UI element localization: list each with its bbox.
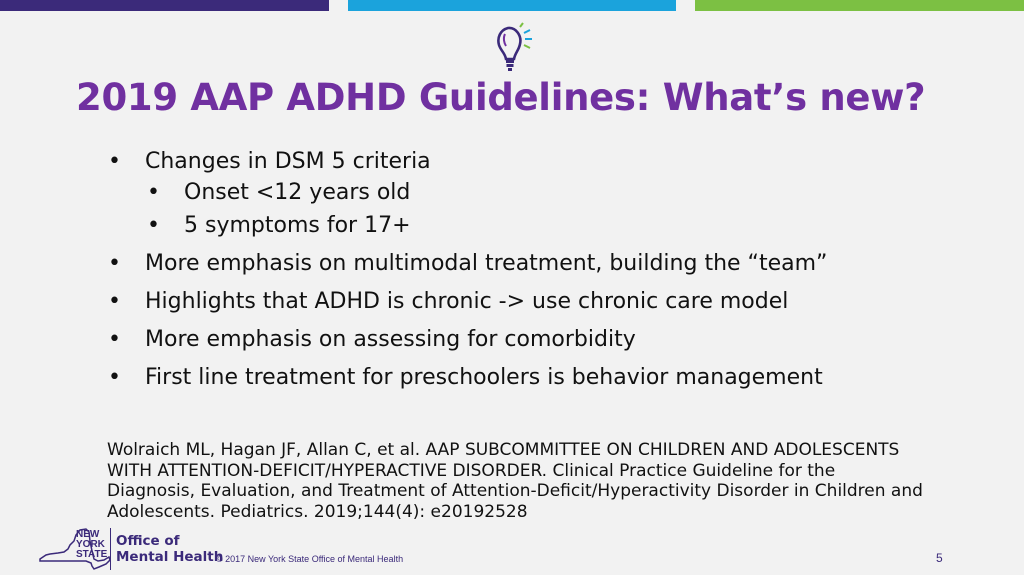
sub-bullet-text: Onset <12 years old	[184, 180, 411, 205]
bullet-list	[106, 148, 827, 402]
nys-logo-text	[76, 530, 106, 560]
sub-bullet-list	[145, 179, 827, 240]
header-bar-blue	[348, 0, 676, 11]
header-bar-purple	[0, 0, 329, 11]
office-logo-text	[116, 533, 223, 565]
bullet-text: First line treatment for preschoolers is behavior management	[145, 365, 823, 390]
bullet-text: More emphasis on assessing for comorbidity	[145, 327, 636, 352]
bullet-item	[106, 364, 827, 392]
office-line-2: Mental Health	[116, 549, 224, 565]
bullet-text: More emphasis on multimodal treatment, building the “team”	[145, 251, 828, 276]
bullet-item	[106, 326, 827, 354]
sub-bullet-item	[145, 212, 827, 240]
sub-bullet-item	[145, 179, 827, 207]
bullet-text: Changes in DSM 5 criteria	[145, 149, 431, 174]
copyright-text: © 2017 New York State Office of Mental Health	[216, 554, 404, 564]
nys-logo-line: YORK	[76, 539, 105, 550]
sub-bullet-text: 5 symptoms for 17+	[184, 213, 411, 238]
lightbulb-icon	[494, 22, 534, 74]
nys-logo-line: NEW	[76, 529, 100, 540]
office-line-1: Office of	[116, 533, 180, 549]
nys-logo-line: STATE	[76, 549, 108, 560]
bullet-item	[106, 148, 827, 240]
bullet-item	[106, 250, 827, 278]
citation-reference: Wolraich ML, Hagan JF, Allan C, et al. AAP SUBCOMMITTEE ON CHILDREN AND ADOLESCENTS WITH ATTENTION-DEFICIT/HYPERACTIVE DISORDER. Clinical Practice Guideline for the Diagnosis, Evaluation, and Treatment of Attention-Deficit/Hyperactivity Disorder in Children and Adolescents. Pediatrics. 2019;144(4): e20192528	[107, 440, 923, 522]
bullet-item	[106, 288, 827, 316]
footer-divider	[110, 528, 111, 570]
bullet-text: Highlights that ADHD is chronic -> use chronic care model	[145, 289, 789, 314]
header-bar-green	[695, 0, 1024, 11]
page-number: 5	[936, 551, 943, 565]
slide-title: 2019 AAP ADHD Guidelines: What’s new?	[76, 76, 926, 119]
